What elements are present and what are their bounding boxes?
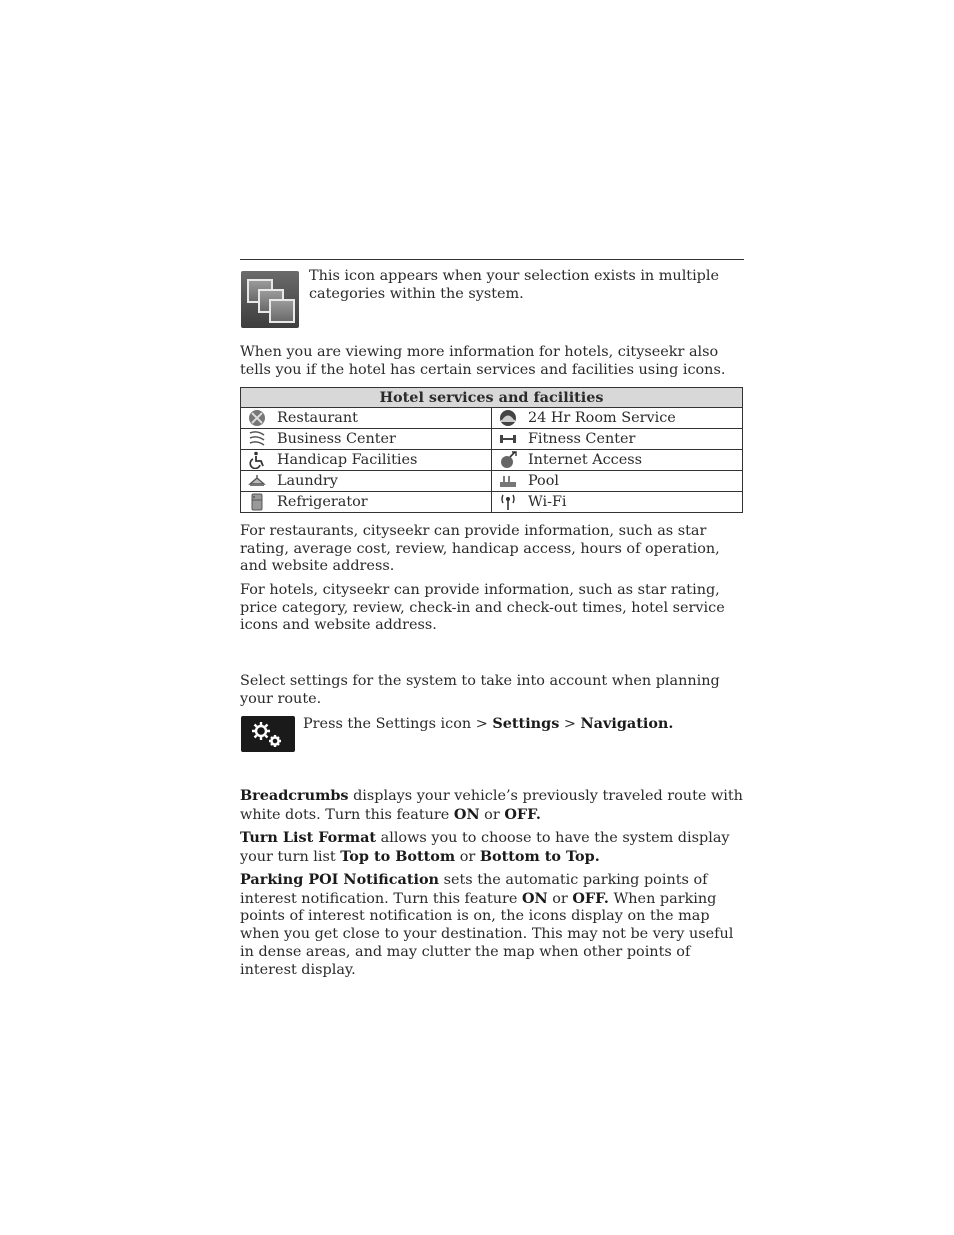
instruction-separator: > xyxy=(559,716,581,732)
table-cell xyxy=(241,429,492,450)
settings-gear-icon xyxy=(241,716,295,752)
table-cell xyxy=(491,408,742,429)
breadcrumbs-term: Breadcrumbs xyxy=(240,787,349,804)
facility-label: Internet Access xyxy=(527,452,643,468)
multi-category-text: This icon appears when your selection exists in multiple categories within the system. xyxy=(309,268,720,302)
parking-poi-term: Parking POI Notification xyxy=(240,871,440,888)
breadcrumbs-paragraph xyxy=(240,787,744,824)
wifi-icon xyxy=(498,493,518,511)
multiple-categories-icon xyxy=(241,271,299,328)
off-option: OFF. xyxy=(504,805,541,823)
settings-instruction-text xyxy=(303,715,673,734)
select-settings-paragraph: Select settings for the system to take into account when planning your route. xyxy=(240,673,720,707)
parking-poi-detail: When parking points of interest notification is on, the icons display on the map when you get close to your destination. This may not be very useful in dense areas, and may clutter the map when other points of interest display. xyxy=(240,890,734,978)
restaurant-icon xyxy=(247,409,267,427)
turn-list-paragraph xyxy=(240,829,744,866)
parking-poi-text: sets the automatic parking points of interest notification. Turn this feature xyxy=(240,872,708,907)
pool-icon xyxy=(498,472,518,490)
facility-label: Refrigerator xyxy=(277,494,368,510)
business-center-icon xyxy=(247,430,267,448)
breadcrumbs-text: displays your vehicle’s previously traveled route with white dots. Turn this feature xyxy=(240,788,743,823)
table-row xyxy=(241,408,743,429)
on-option: ON xyxy=(453,805,480,823)
table-row xyxy=(241,471,743,492)
laundry-icon xyxy=(247,472,267,490)
table-cell xyxy=(491,429,742,450)
facility-label: Handicap Facilities xyxy=(277,452,418,468)
hotel-services-table xyxy=(240,387,743,513)
table-cell xyxy=(241,408,492,429)
bottom-to-top-option: Bottom to Top. xyxy=(479,847,600,865)
settings-menu-label: Settings xyxy=(492,715,560,732)
table-row xyxy=(241,450,743,471)
table-cell xyxy=(491,471,742,492)
on-option: ON xyxy=(521,889,548,907)
section-divider xyxy=(240,259,744,260)
facility-label: Restaurant xyxy=(277,410,358,426)
facility-label: Pool xyxy=(527,473,559,489)
fitness-center-icon xyxy=(498,430,518,448)
refrigerator-icon xyxy=(247,493,267,511)
table-cell xyxy=(241,492,492,513)
handicap-icon xyxy=(247,451,267,469)
table-cell xyxy=(241,471,492,492)
table-cell xyxy=(241,450,492,471)
off-option: OFF. xyxy=(572,889,609,907)
parking-poi-paragraph xyxy=(240,871,744,979)
facility-label: Fitness Center xyxy=(527,431,636,447)
settings-instruction xyxy=(240,715,744,755)
multi-category-note xyxy=(240,268,744,330)
top-to-bottom-option: Top to Bottom xyxy=(340,847,456,865)
hotels-paragraph: For hotels, cityseekr can provide information, such as star rating, price category, review, check-in and check-out times, hotel service icons and website address. xyxy=(240,582,725,634)
or-word: or xyxy=(479,806,505,823)
facility-label: Laundry xyxy=(277,473,338,489)
room-service-icon xyxy=(498,409,518,427)
or-word: or xyxy=(455,848,480,865)
navigation-menu-label: Navigation. xyxy=(580,715,674,732)
internet-access-icon xyxy=(498,451,518,469)
instruction-prefix: Press the Settings icon > xyxy=(303,716,493,732)
turn-list-term: Turn List Format xyxy=(240,829,377,846)
table-cell xyxy=(491,450,742,471)
table-header: Hotel services and facilities xyxy=(241,388,743,408)
facility-label: Business Center xyxy=(277,431,396,447)
table-row xyxy=(241,429,743,450)
table-cell xyxy=(491,492,742,513)
table-row xyxy=(241,492,743,513)
or-word: or xyxy=(547,890,573,907)
restaurants-paragraph: For restaurants, cityseekr can provide information, such as star rating, average cost, review, handicap access, hours of operation, and website address. xyxy=(240,523,720,575)
turn-list-text: allows you to choose to have the system display your turn list xyxy=(240,830,730,865)
hotel-intro-text: When you are viewing more information for hotels, cityseekr also tells you if the hotel has certain services and facilities using icons. xyxy=(240,344,726,378)
facility-label: 24 Hr Room Service xyxy=(527,410,676,426)
facility-label: Wi-Fi xyxy=(527,494,567,510)
